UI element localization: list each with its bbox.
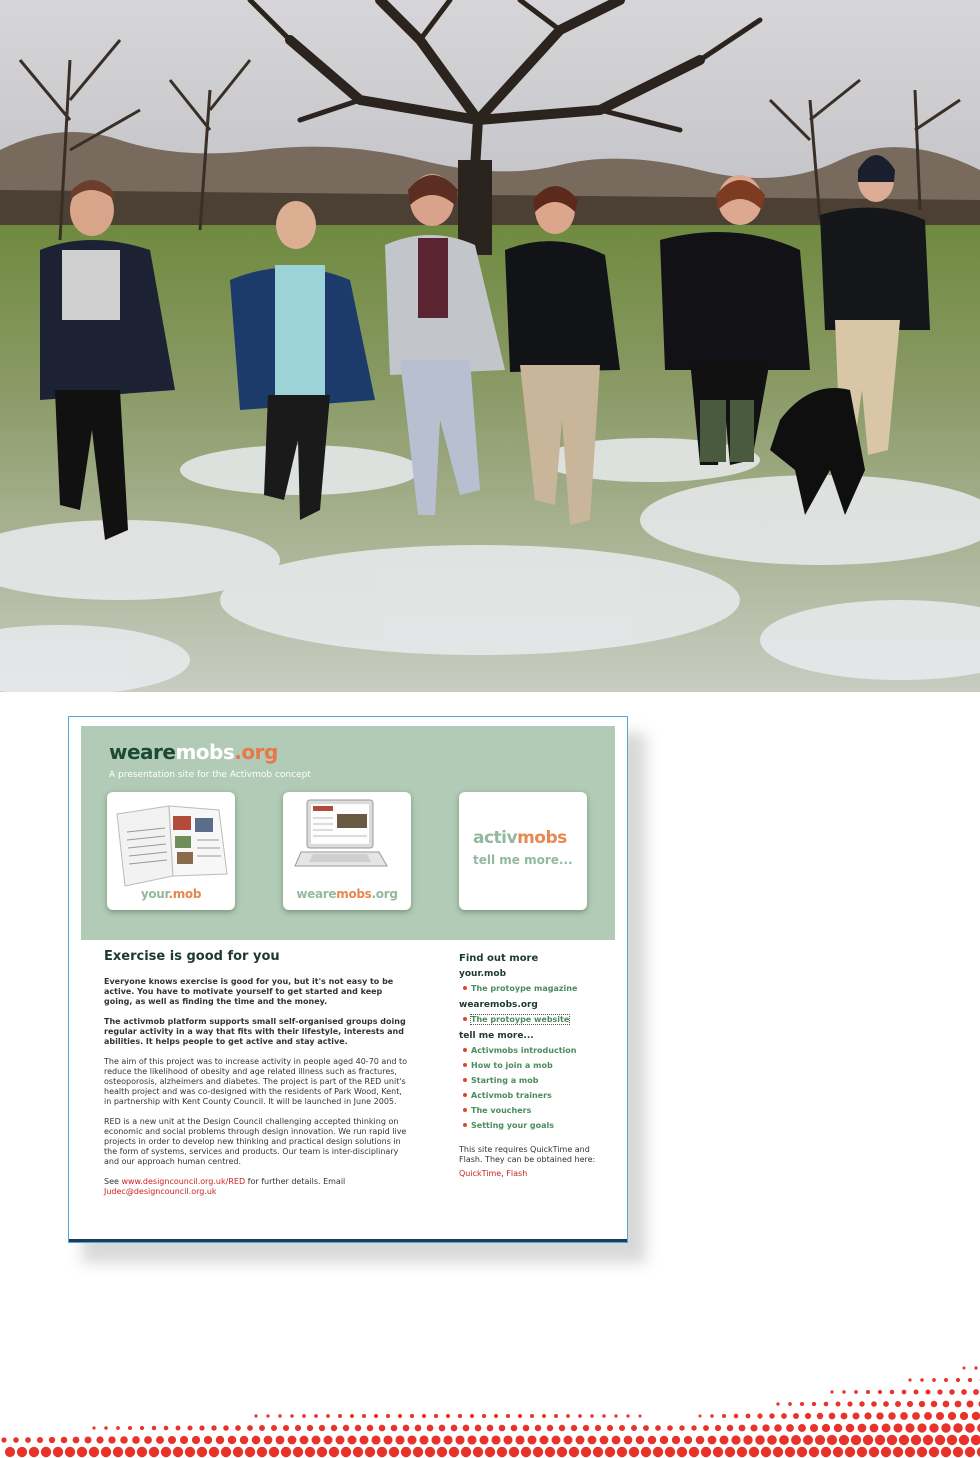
sidebar-group-wearemobs: wearemobs.org <box>459 1000 538 1010</box>
sidebar-title: Find out more <box>459 953 539 964</box>
card-activmobs[interactable] <box>459 792 587 910</box>
site-tagline: A presentation site for the Activmob concept <box>109 770 311 780</box>
sidebar-group-your-mob: your.mob <box>459 969 507 979</box>
flash-link[interactable]: Flash <box>506 1169 528 1178</box>
plugin-links: QuickTime, Flash <box>459 1169 528 1178</box>
intro-paragraph-2: The activmob platform supports small self-organised groups doing regular activity in a way that fits with their lifestyle, interests and abilities. It helps people to get active and stay active. <box>104 1017 406 1046</box>
sidebar-link-starting[interactable]: Starting a mob <box>459 1075 599 1086</box>
page-heading: Exercise is good for you <box>104 949 280 964</box>
card-your-mob-label: your.mob <box>140 887 202 901</box>
sidebar-link-introduction[interactable]: Activmobs introduction <box>459 1045 599 1056</box>
main-content <box>104 949 410 1207</box>
email-link[interactable]: Judec@designcouncil.org.uk <box>104 1187 217 1196</box>
body-paragraph-2: RED is a new unit at the Design Council challenging accepted thinking on economic and social problems through design innovation. We run rapid live projects in order to develop new thinking and practical design solutions in the form of systems, services and products. Our team is inter-disciplinary and our approach human centred. <box>104 1117 407 1166</box>
site-logo[interactable]: wearemobs.org <box>109 740 278 764</box>
site-banner <box>81 726 615 940</box>
card-wearemobs-label: wearemobs.org <box>296 887 398 901</box>
tell-me-more-text: tell me more... <box>473 853 573 867</box>
sidebar-link-magazine[interactable]: The protoype magazine <box>459 983 599 994</box>
sidebar-link-website[interactable]: The protoype website <box>459 1014 599 1025</box>
sidebar-link-vouchers[interactable]: The vouchers <box>459 1105 599 1116</box>
website-screenshot <box>68 716 628 1243</box>
intro-paragraph-1: Everyone knows exercise is good for you, but it's not easy to be active. You have to motivate yourself to get started and keep going, as well as finding the time and the money. <box>104 977 394 1006</box>
requirements-text: This site requires QuickTime and Flash. They can be obtained here: <box>459 1145 596 1164</box>
quicktime-link[interactable]: QuickTime <box>459 1169 502 1178</box>
design-council-link[interactable]: www.designcouncil.org.uk/RED <box>121 1177 246 1186</box>
decorative-dot-wave <box>0 1340 980 1458</box>
sidebar-link-join[interactable]: How to join a mob <box>459 1060 599 1071</box>
body-paragraph-1: The aim of this project was to increase activity in people aged 40-70 and to reduce the likelihood of obesity and age related illness such as fractures, osteoporosis, alzheimers and diabetes. The project is part of the RED unit's health project and was co-designed with the residents of Park Wood, Kent, in partnership with Kent County Council. It will be launched in June 2005. <box>104 1057 408 1106</box>
sidebar <box>459 952 599 1179</box>
sidebar-group-tell-me-more: tell me more... <box>459 1031 534 1041</box>
card-wearemobs[interactable] <box>283 792 411 910</box>
sidebar-link-trainers[interactable]: Activmob trainers <box>459 1090 599 1101</box>
activmobs-logo: activmobs <box>473 828 567 848</box>
hero-photo <box>0 0 980 692</box>
screenshot-bottom-border <box>69 1239 627 1242</box>
card-your-mob[interactable] <box>107 792 235 910</box>
contact-paragraph: See www.designcouncil.org.uk/RED for further details. Email Judec@designcouncil.org.uk <box>104 1177 346 1196</box>
sidebar-link-goals[interactable]: Setting your goals <box>459 1120 599 1131</box>
